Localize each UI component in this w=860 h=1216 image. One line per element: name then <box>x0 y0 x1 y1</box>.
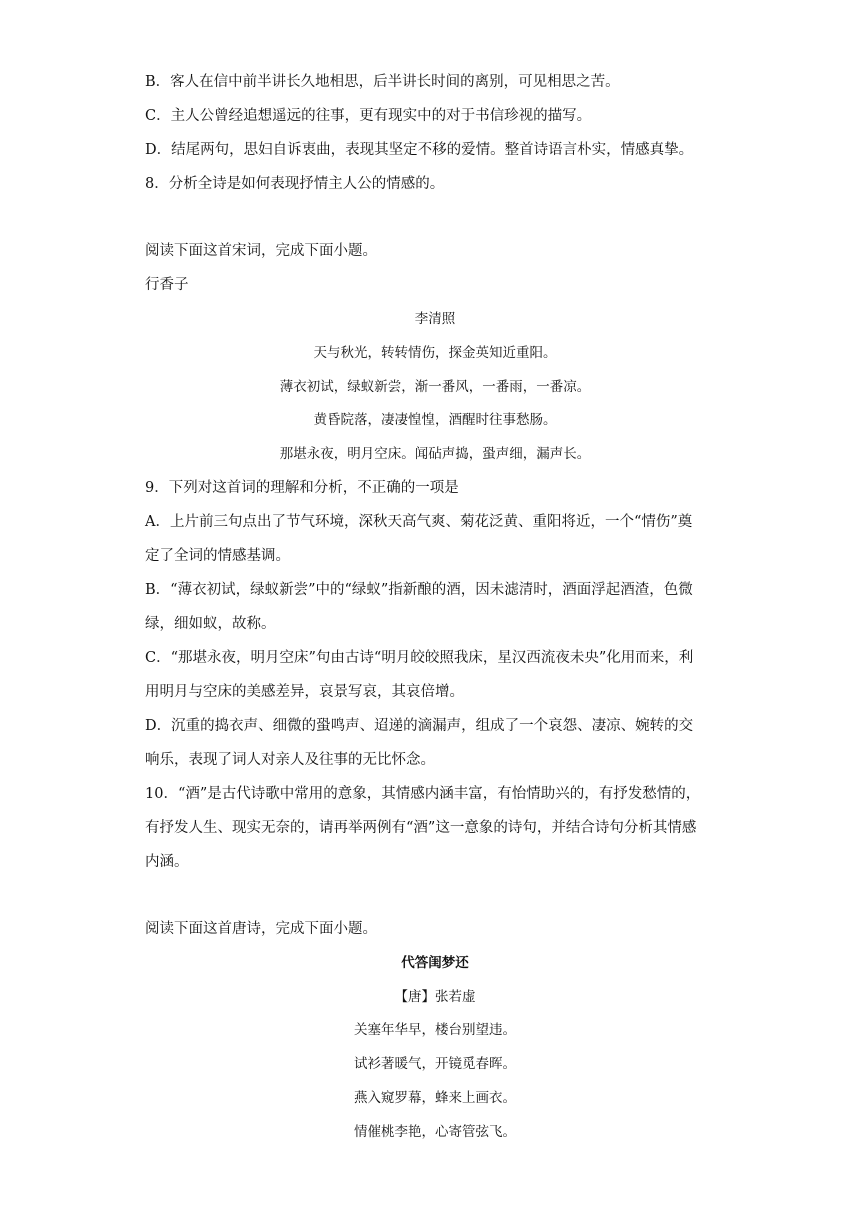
section3-verse-3: 燕入窥罗幕，蜂来上画衣。 <box>354 1090 516 1106</box>
section2-intro: 阅读下面这首宋词，完成下面小题。 <box>145 243 377 259</box>
q9-option-c-line2: 用明月与空床的美感差异，哀景写哀，其哀倍增。 <box>145 684 464 700</box>
q7-option-c: C．主人公曾经追想遥远的往事，更有现实中的对于书信珍视的描写。 <box>145 108 592 124</box>
section3-intro: 阅读下面这首唐诗，完成下面小题。 <box>145 921 377 937</box>
question-10-line1: 10．“酒”是古代诗歌中常用的意象，其情感内涵丰富，有怡情助兴的，有抒发愁情的， <box>145 786 701 802</box>
section3-author: 【唐】张若虚 <box>394 989 476 1005</box>
section2-verse-4: 那堪永夜，明月空床。闻砧声捣，蛩声细，漏声长。 <box>279 446 591 462</box>
question-8: 8．分析全诗是如何表现抒情主人公的情感的。 <box>145 176 445 192</box>
q7-option-d: D．结尾两句，思妇自诉衷曲，表现其坚定不移的爱情。整首诗语言朴实，情感真挚。 <box>145 142 694 158</box>
question-10-line2: 有抒发人生、现实无奈的，请再举两例有“酒”这一意象的诗句，并结合诗句分析其情感 <box>145 820 697 836</box>
section2-author: 李清照 <box>414 311 456 327</box>
section2-poem-title: 行香子 <box>145 277 189 293</box>
q9-option-b-line1: B．“薄衣初试，绿蚁新尝”中的“绿蚁”指新酿的酒，因未滤清时，酒面浮起酒渣，色微 <box>145 582 693 598</box>
section3-verse-2: 试衫著暖气，开镜觅春晖。 <box>354 1056 516 1072</box>
q9-option-c-line1: C．“那堪永夜，明月空床”句由古诗“明月皎皎照我床，星汉西流夜未央”化用而来，利 <box>145 650 694 666</box>
section3-verse-1: 关塞年华早，楼台别望违。 <box>354 1022 516 1038</box>
q7-option-b: B．客人在信中前半讲长久地相思，后半讲长时间的离别，可见相思之苦。 <box>145 74 620 90</box>
section3-verse-4: 情催桃李艳，心寄管弦飞。 <box>354 1124 516 1140</box>
section2-verse-3: 黄昏院落，凄凄惶惶，酒醒时往事愁肠。 <box>313 412 557 428</box>
section2-verse-1: 天与秋光，转转情伤，探金英知近重阳。 <box>313 345 557 361</box>
question-10-line3: 内涵。 <box>145 854 189 870</box>
section3-poem-title: 代答闺梦还 <box>401 955 469 971</box>
question-9-stem: 9．下列对这首词的理解和分析，不正确的一项是 <box>145 480 459 496</box>
q9-option-a-line1: A．上片前三句点出了节气环境，深秋天高气爽、菊花泛黄、重阳将近，一个“情伤”奠 <box>145 514 693 530</box>
q9-option-a-line2: 定了全词的情感基调。 <box>145 548 290 564</box>
q9-option-d-line2: 响乐，表现了词人对亲人及往事的无比怀念。 <box>145 752 435 768</box>
q9-option-d-line1: D．沉重的捣衣声、细微的蛩鸣声、迢递的滴漏声，组成了一个哀怨、凄凉、婉转的交 <box>145 718 694 734</box>
q9-option-b-line2: 绿，细如蚁，故称。 <box>145 616 276 632</box>
section2-verse-2: 薄衣初试，绿蚁新尝，渐一番风，一番雨，一番凉。 <box>279 379 591 395</box>
